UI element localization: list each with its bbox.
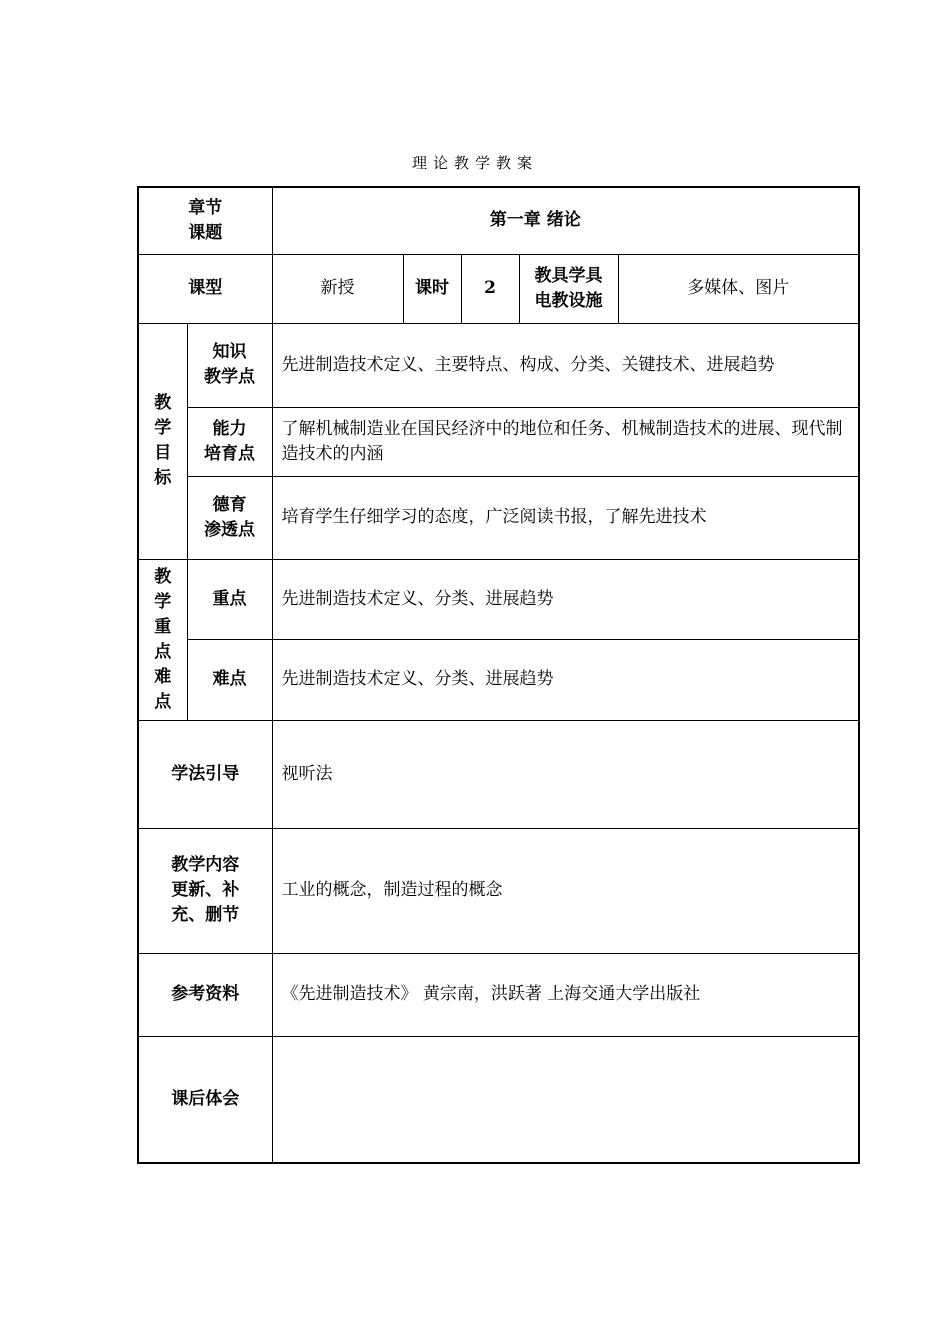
hours-label: 课时: [403, 254, 461, 323]
key-point-row: [138, 639, 859, 720]
references-label: 参考资料: [138, 953, 272, 1036]
references-value: 《先进制造技术》 黄宗南，洪跃著 上海交通大学出版社: [272, 953, 859, 1036]
reflection-label: 课后体会: [138, 1036, 272, 1163]
moral-label: 德育 渗透点: [187, 476, 272, 559]
references-row: [138, 953, 859, 1036]
objective-row: [138, 407, 859, 476]
chapter-value: 第一章 绪论: [272, 187, 859, 254]
key-point-row: [138, 559, 859, 639]
content-update-label: 教学内容 更新、补 充、删节: [138, 828, 272, 953]
reflection-value: [272, 1036, 859, 1163]
study-method-row: [138, 720, 859, 828]
lesson-type-row: [138, 254, 859, 323]
document-title: 理论教学教案: [411, 154, 538, 172]
key-point-label: 重点: [187, 559, 272, 639]
equipment-label: 教具学具 电教设施: [519, 254, 618, 323]
study-method-label: 学法引导: [138, 720, 272, 828]
knowledge-label: 知识 教学点: [187, 323, 272, 407]
content-update-row: [138, 828, 859, 953]
difficult-point-label: 难点: [187, 639, 272, 720]
difficult-point-value: 先进制造技术定义、分类、进展趋势: [272, 639, 859, 720]
ability-value: 了解机械制造业在国民经济中的地位和任务、机械制造技术的进展、现代制造技术的内涵: [272, 407, 859, 476]
equipment-value: 多媒体、图片: [618, 254, 859, 323]
moral-value: 培育学生仔细学习的态度，广泛阅读书报，了解先进技术: [272, 476, 859, 559]
study-method-value: 视听法: [272, 720, 859, 828]
knowledge-value: 先进制造技术定义、主要特点、构成、分类、关键技术、进展趋势: [272, 323, 859, 407]
reflection-row: [138, 1036, 859, 1163]
ability-label: 能力 培育点: [187, 407, 272, 476]
key-points-group-label: 教 学 重 点 难 点: [138, 559, 187, 720]
objective-row: [138, 323, 859, 407]
lesson-plan-table: [137, 186, 860, 1164]
objective-row: [138, 476, 859, 559]
content-update-value: 工业的概念，制造过程的概念: [272, 828, 859, 953]
key-point-value: 先进制造技术定义、分类、进展趋势: [272, 559, 859, 639]
chapter-label: 章节 课题: [138, 187, 272, 254]
objectives-group-label: 教 学 目 标: [138, 323, 187, 559]
lesson-type-label: 课型: [138, 254, 272, 323]
chapter-row: [138, 187, 859, 254]
hours-value: 2: [461, 254, 519, 323]
lesson-type-value: 新授: [272, 254, 403, 323]
